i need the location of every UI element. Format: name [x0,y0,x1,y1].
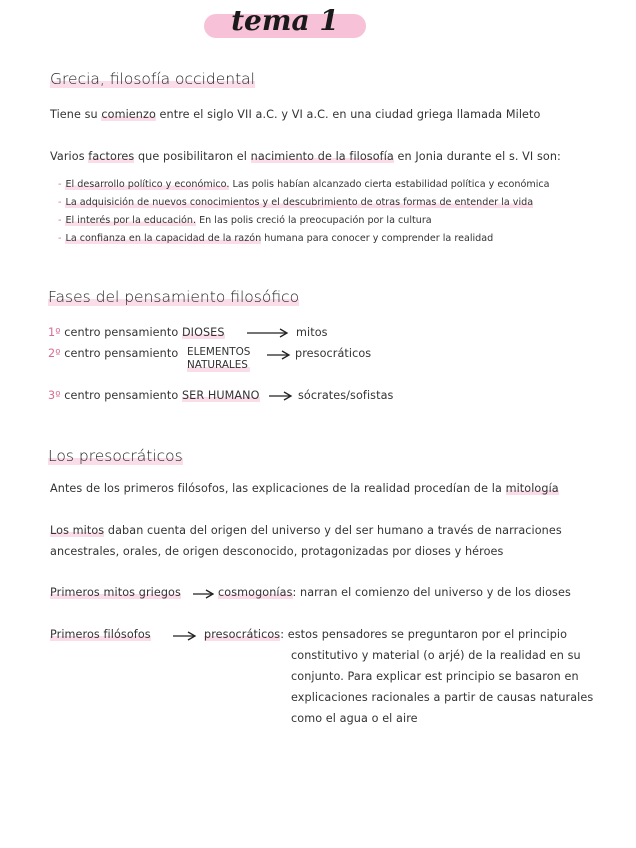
paragraph-intro: Tiene su comienzo entre el siglo VII a.C. y VI a.C. en una ciudad griega llamada Mileto [50,108,541,121]
list-item: - La adquisición de nuevos conocimientos y el descubrimiento de otras formas de entender la vida [58,197,534,208]
list-item: - El interés por la educación. En las polis creció la preocupación por la cultura [58,215,432,226]
list-item: - La confianza en la capacidad de la razón humana para conocer y comprender la realidad [58,233,494,244]
definition-line: conjunto. Para explicar est principio se basaron en [291,670,579,683]
paragraph-factors: Varios factores que posibilitaron el nacimiento de la filosofía en Jonia durante el s. VI son: [50,150,561,163]
page-title [204,4,366,40]
section-heading-grecia: Grecia, filosofía occidental [50,70,255,88]
phase-row-2: 2º centro pensamiento [48,347,179,360]
concept-definition: cosmogonías: narran el comienzo del universo y de los dioses [218,586,571,599]
phase-result: presocráticos [295,347,372,360]
concept-left: Primeros mitos griegos [50,586,181,599]
arrow-icon [266,349,292,361]
phase-result: sócrates/sofistas [298,389,394,402]
paragraph-mitos-1: Los mitos daban cuenta del origen del universo y del ser humano a través de narraciones [50,524,562,537]
arrow-icon [268,390,294,402]
arrow-icon [246,327,290,339]
concept-left: Primeros filósofos [50,628,151,641]
list-item: - El desarrollo político y económico. Las polis habían alcanzado cierta estabilidad política y económica [58,179,550,190]
section-heading-presocraticos: Los presocráticos [48,447,183,465]
phase-row-3: 3º centro pensamiento SER HUMANO [48,389,260,402]
definition-line: constitutivo y material (o arjé) de la realidad en su [291,649,581,662]
concept-definition: presocráticos: estos pensadores se preguntaron por el principio [204,628,568,641]
title-text: tema 1 [231,4,339,37]
phase-key-stack: ELEMENTOS NATURALES [187,346,251,371]
phase-row-1: 1º centro pensamiento DIOSES [48,326,225,339]
paragraph-mitologia: Antes de los primeros filósofos, las explicaciones de la realidad procedían de la mitología [50,482,559,495]
arrow-icon [172,630,198,642]
paragraph-mitos-2: ancestrales, orales, de origen desconocido, protagonizadas por dioses y héroes [50,545,504,558]
definition-line: explicaciones racionales a partir de causas naturales [291,691,594,704]
definition-line: como el agua o el aire [291,712,418,725]
phase-result: mitos [296,326,328,339]
arrow-icon [192,588,216,600]
section-heading-fases: Fases del pensamiento filosófico [48,288,300,306]
